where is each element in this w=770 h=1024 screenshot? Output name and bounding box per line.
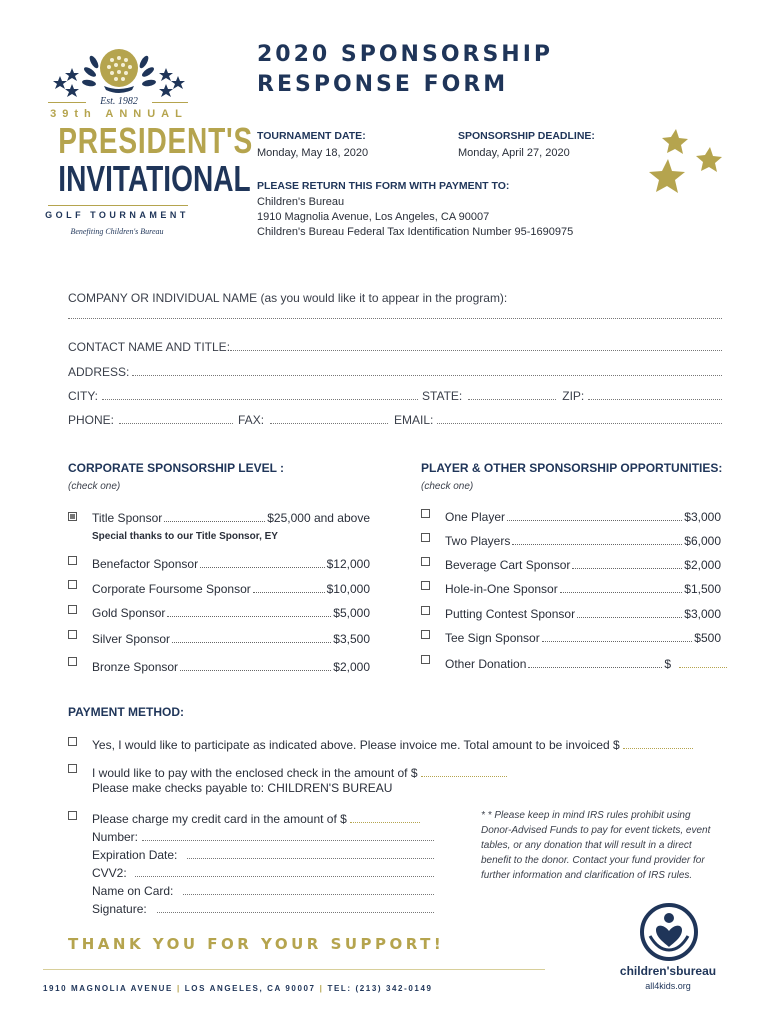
player-heading: PLAYER & OTHER SPONSORSHIP OPPORTUNITIES: xyxy=(421,461,723,475)
credit-card-label: Please charge my credit card in the amount of $ xyxy=(92,812,347,826)
corporate-item-name: Benefactor Sponsor xyxy=(92,557,199,571)
corporate-item-title xyxy=(92,511,370,525)
corporate-item-benefactor xyxy=(92,557,370,571)
corporate-foursome-checkbox[interactable] xyxy=(68,580,77,589)
corporate-check-one: (check one) xyxy=(68,481,121,492)
corporate-item-price: $25,000 and above xyxy=(267,511,370,525)
check-payment-text xyxy=(92,765,507,780)
player-item-price: $3,000 xyxy=(684,510,721,524)
corporate-item-name: Gold Sponsor xyxy=(92,606,166,620)
corporate-item-price: $12,000 xyxy=(326,557,370,571)
corporate-item-price: $3,500 xyxy=(333,632,370,646)
contact-name-label: CONTACT NAME AND TITLE: xyxy=(68,340,231,354)
zip-field[interactable] xyxy=(588,388,722,400)
state-field[interactable] xyxy=(468,388,556,400)
corporate-item-bronze xyxy=(92,660,370,674)
credit-card-checkbox[interactable] xyxy=(68,811,77,820)
corporate-item-silver xyxy=(92,632,370,646)
email-label: EMAIL: xyxy=(394,413,434,427)
player-item-two xyxy=(445,534,721,548)
player-item-hole-in-one xyxy=(445,582,721,596)
credit-card-text xyxy=(92,811,420,826)
return-line-3: Children's Bureau Federal Tax Identification Number 95-1690975 xyxy=(257,226,574,238)
return-line-2: 1910 Magnolia Avenue, Los Angeles, CA 90007 xyxy=(257,211,490,223)
player-item-price: $ xyxy=(664,657,671,671)
corporate-item-name: Title Sponsor xyxy=(92,511,163,525)
player-item-name: One Player xyxy=(445,510,506,524)
corporate-item-gold xyxy=(92,606,370,620)
check-payment-checkbox[interactable] xyxy=(68,764,77,773)
signature-label: Signature: xyxy=(92,902,147,916)
two-players-checkbox[interactable] xyxy=(421,533,430,542)
city-label: CITY: xyxy=(68,389,99,403)
invoice-checkbox[interactable] xyxy=(68,737,77,746)
name-on-card-field[interactable] xyxy=(183,883,434,895)
state-label: STATE: xyxy=(422,389,463,403)
irs-note: * * Please keep in mind IRS rules prohibit using Donor-Advised Funds to pay for event tickets, event tables, or any donation that will result in a direct benefit to the donor. Contact your fund provider for further information and clarification of IRS rules. xyxy=(481,810,711,881)
silver-checkbox[interactable] xyxy=(68,630,77,639)
signature-field[interactable] xyxy=(157,901,434,913)
title-line-1: 2020 SPONSORSHIP xyxy=(257,42,554,67)
player-item-tee-sign xyxy=(445,631,721,645)
player-item-price: $3,000 xyxy=(684,607,721,621)
phone-field[interactable] xyxy=(119,412,233,424)
page-title xyxy=(257,40,553,100)
title-sponsor-note: Special thanks to our Title Sponsor, EY xyxy=(92,531,278,542)
fax-field[interactable] xyxy=(270,412,388,424)
city-field[interactable] xyxy=(102,388,418,400)
player-item-beverage xyxy=(445,558,721,572)
logo-golf-tournament: GOLF TOURNAMENT xyxy=(45,210,189,220)
return-line-1: Children's Bureau xyxy=(257,196,345,208)
logo-annual: 39th ANNUAL xyxy=(50,108,188,120)
logo-benefit: Benefiting Children's Bureau xyxy=(70,227,164,236)
player-item-name: Hole-in-One Sponsor xyxy=(445,582,558,596)
title-sponsor-checkbox[interactable] xyxy=(68,512,77,521)
address-field[interactable] xyxy=(132,364,722,376)
footer-city: LOS ANGELES, CA 90007 xyxy=(184,984,316,993)
one-player-checkbox[interactable] xyxy=(421,509,430,518)
gold-checkbox[interactable] xyxy=(68,605,77,614)
other-donation-amount-field[interactable] xyxy=(679,658,727,668)
thank-you-message: THANK YOU FOR YOUR SUPPORT! xyxy=(68,935,445,953)
benefactor-checkbox[interactable] xyxy=(68,556,77,565)
beverage-cart-checkbox[interactable] xyxy=(421,557,430,566)
contact-name-field[interactable] xyxy=(230,339,722,351)
player-check-one: (check one) xyxy=(421,481,474,492)
name-on-card-label: Name on Card: xyxy=(92,884,174,898)
logo-rule-bottom xyxy=(48,205,188,206)
invoice-amount-field[interactable] xyxy=(623,737,693,749)
check-amount-field[interactable] xyxy=(421,765,507,777)
player-item-price: $500 xyxy=(694,631,721,645)
invoice-label: Yes, I would like to participate as indicated above. Please invoice me. Total amount to be invoiced $ xyxy=(92,738,620,752)
invoice-text xyxy=(92,737,693,752)
cvv2-field[interactable] xyxy=(135,865,434,877)
player-item-name: Tee Sign Sponsor xyxy=(445,631,540,645)
player-item-price: $1,500 xyxy=(684,582,721,596)
player-item-name: Putting Contest Sponsor xyxy=(445,607,576,621)
expiration-date-field[interactable] xyxy=(187,847,434,859)
return-label: PLEASE RETURN THIS FORM WITH PAYMENT TO: xyxy=(257,180,510,192)
check-payment-label: I would like to pay with the enclosed check in the amount of $ xyxy=(92,766,418,780)
corporate-item-foursome xyxy=(92,582,370,596)
tournament-date-label: TOURNAMENT DATE: xyxy=(257,130,366,142)
corporate-item-name: Bronze Sponsor xyxy=(92,660,179,674)
player-item-name: Other Donation xyxy=(445,657,527,671)
credit-card-amount-field[interactable] xyxy=(350,811,420,823)
expiration-date-label: Expiration Date: xyxy=(92,848,178,862)
email-field[interactable] xyxy=(437,412,722,424)
tournament-date-value: Monday, May 18, 2020 xyxy=(257,147,369,159)
childrens-bureau-url: all4kids.org xyxy=(645,981,691,991)
tee-sign-checkbox[interactable] xyxy=(421,630,430,639)
footer-address: 1910 MAGNOLIA AVENUE xyxy=(43,984,173,993)
sponsorship-deadline-label: SPONSORSHIP DEADLINE: xyxy=(458,130,595,142)
corporate-item-price: $10,000 xyxy=(326,582,370,596)
bronze-checkbox[interactable] xyxy=(68,657,77,666)
player-item-other xyxy=(445,657,727,671)
hole-in-one-checkbox[interactable] xyxy=(421,581,430,590)
gold-stars-icon xyxy=(642,125,727,200)
putting-contest-checkbox[interactable] xyxy=(421,606,430,615)
sponsorship-deadline-value: Monday, April 27, 2020 xyxy=(458,147,570,159)
title-line-2: RESPONSE FORM xyxy=(257,72,509,97)
check-payable-text: Please make checks payable to: CHILDREN'S BUREAU xyxy=(92,781,393,795)
company-name-label: COMPANY OR INDIVIDUAL NAME (as you would like it to appear in the program): xyxy=(68,291,508,305)
corporate-heading: CORPORATE SPONSORSHIP LEVEL : xyxy=(68,461,285,475)
corporate-item-name: Silver Sponsor xyxy=(92,632,171,646)
player-item-name: Two Players xyxy=(445,534,511,548)
cvv2-label: CVV2: xyxy=(92,866,127,880)
footer-rule xyxy=(43,969,545,970)
phone-label: PHONE: xyxy=(68,413,115,427)
fax-label: FAX: xyxy=(238,413,265,427)
player-item-price: $6,000 xyxy=(684,534,721,548)
card-number-field[interactable] xyxy=(142,829,434,841)
childrens-bureau-name: children'sbureau xyxy=(619,964,717,978)
player-item-price: $2,000 xyxy=(684,558,721,572)
card-number-label: Number: xyxy=(92,830,139,844)
golf-ball-laurel-logo-icon xyxy=(52,42,186,100)
payment-heading: PAYMENT METHOD: xyxy=(68,705,185,719)
logo-est: Est. 1982 xyxy=(100,96,138,107)
logo-invitational: INVITATIONAL xyxy=(58,158,251,199)
other-donation-checkbox[interactable] xyxy=(421,655,430,664)
logo-presidents: PRESIDENT'S xyxy=(58,120,253,161)
company-name-field[interactable] xyxy=(68,318,722,319)
zip-label: ZIP: xyxy=(562,389,585,403)
footer-tel: TEL: (213) 342-0149 xyxy=(327,984,433,993)
footer-contact: 1910 MAGNOLIA AVENUE | LOS ANGELES, CA 90007 | TEL: (213) 342-0149 xyxy=(43,984,433,993)
corporate-item-price: $2,000 xyxy=(333,660,370,674)
address-label: ADDRESS: xyxy=(68,365,130,379)
corporate-item-price: $5,000 xyxy=(333,606,370,620)
player-item-one xyxy=(445,510,721,524)
player-item-name: Beverage Cart Sponsor xyxy=(445,558,571,572)
player-item-putting xyxy=(445,607,721,621)
childrens-bureau-logo-icon xyxy=(636,900,702,964)
corporate-item-name: Corporate Foursome Sponsor xyxy=(92,582,251,596)
